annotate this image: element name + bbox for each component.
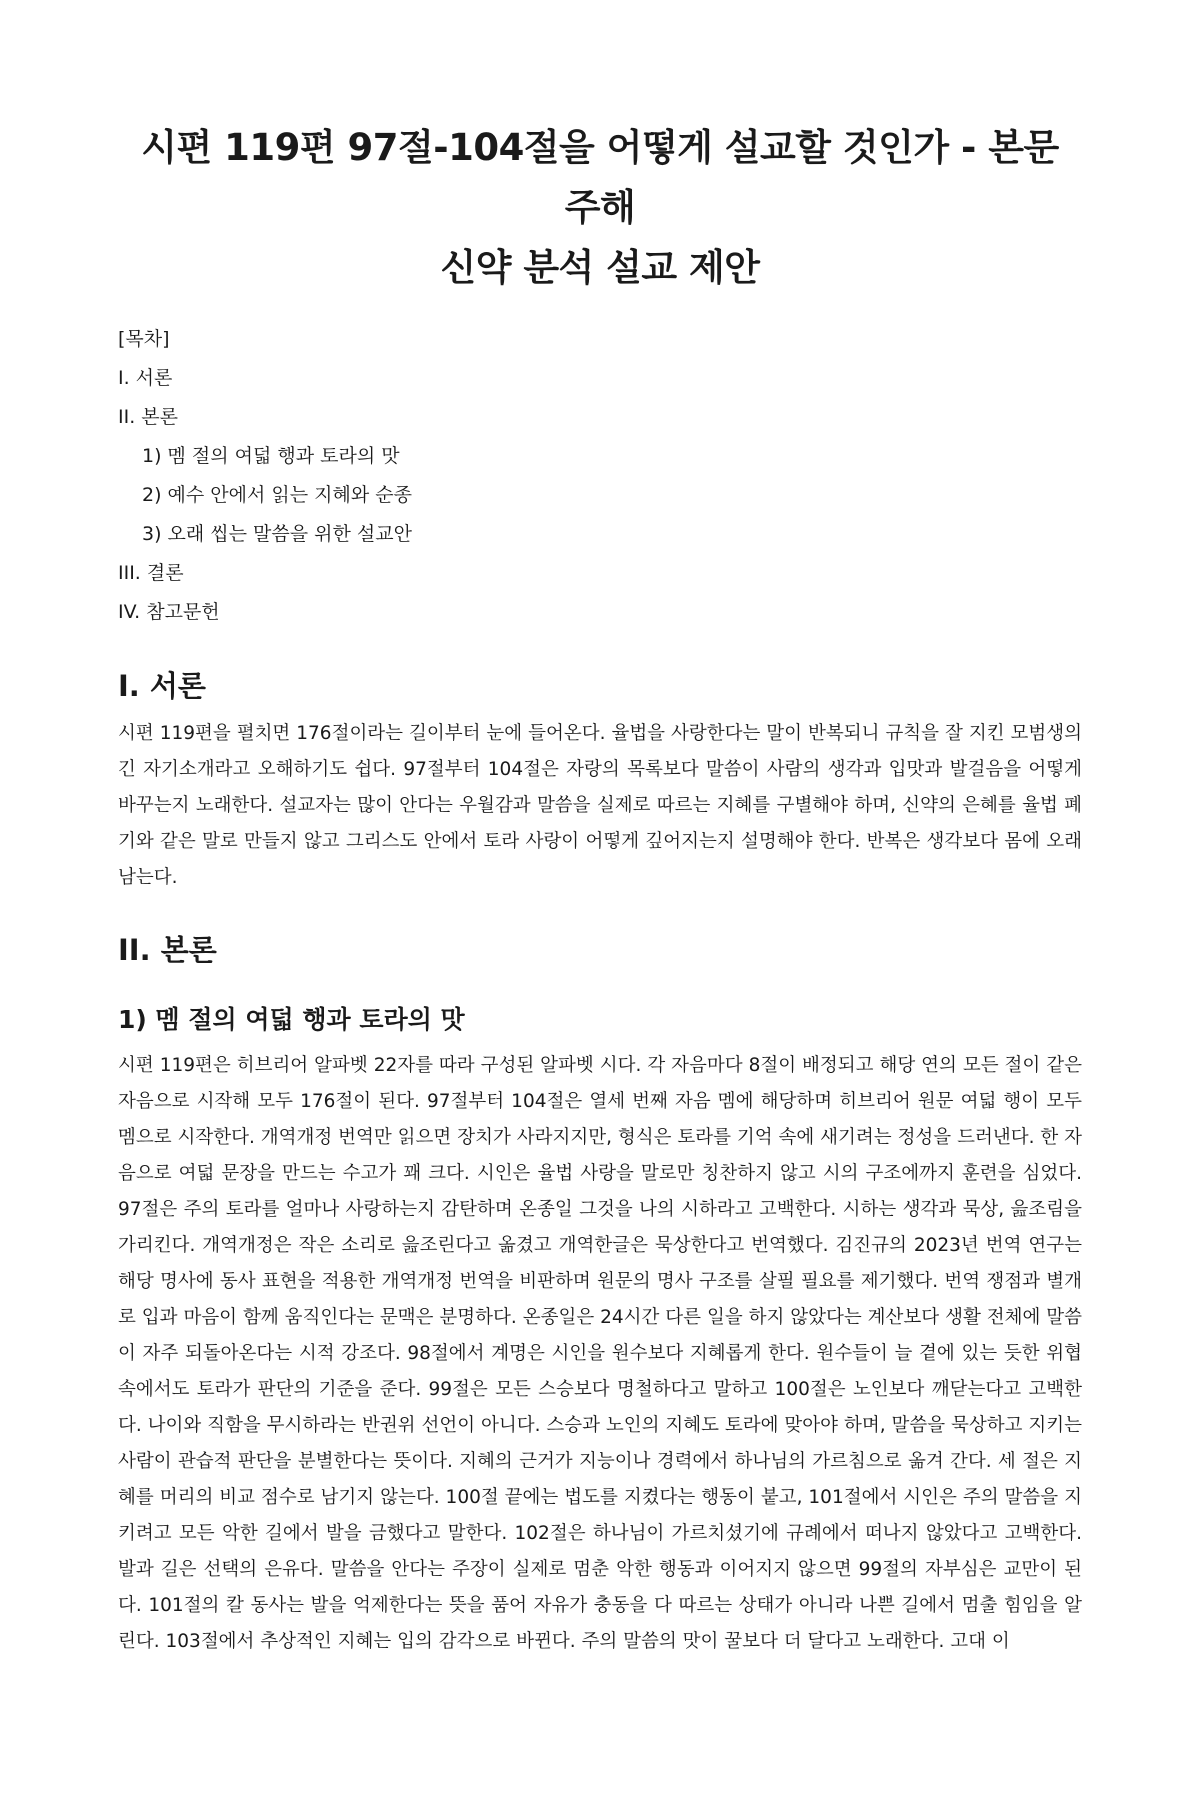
subsection-1-paragraph: 시편 119편은 히브리어 알파벳 22자를 따라 구성된 알파벳 시다. 각 자음마다 8절이 배정되고 해당 연의 모든 절이 같은 자음으로 시작해 모두 176절이 된다. 97절부터 104절은 열세 번째 자음 멤에 해당하며 히브리어 원문 여덟 행이 모두 멤으로 시작한다. 개역개정 번역만 읽으면 장치가 사라지지만, 형식은 토라를 기억 속에 새기려는 정성을 드러낸다. 한 자음으로 여덟 문장을 만드는 수고가 꽤 크다. 시인은 율법 사랑을 말로만 칭찬하지 않고 시의 구조에까지 훈련을 심었다. 97절은 주의 토라를 얼마나 사랑하는지 감탄하며 온종일 그것을 나의 시하라고 고백한다. 시하는 생각과 묵상, 읊조림을 가리킨다. 개역개정은 작은 소리로 읊조린다고 옮겼고 개역한글은 묵상한다고 번역했다. 김진규의 2023년 번역 연구는 해당 명사에 동사 표현을 적용한 개역개정 번역을 비판하며 원문의 명사 구조를 살필 필요를 제기했다. 번역 쟁점과 별개로 입과 마음이 함께 움직인다는 문맥은 분명하다. 온종일은 24시간 다른 일을 하지 않았다는 계산보다 생활 전체에 말씀이 자주 되돌아온다는 시적 강조다. 98절에서 계명은 시인을 원수보다 지혜롭게 한다. 원수들이 늘 곁에 있는 듯한 위협 속에서도 토라가 판단의 기준을 준다. 99절은 모든 스승보다 명철하다고 말하고 100절은 노인보다 깨닫는다고 고백한다. 나이와 직함을 무시하라는 반권위 선언이 아니다. 스승과 노인의 지혜도 토라에 맞아야 하며, 말씀을 묵상하고 지키는 사람이 관습적 판단을 분별한다는 뜻이다. 지혜의 근거가 지능이나 경력에서 하나님의 가르침으로 옮겨 간다. 세 절은 지혜를 머리의 비교 점수로 남기지 않는다. 100절 끝에는 법도를 지켰다는 행동이 붙고, 101절에서 시인은 주의 말씀을 지키려고 모든 악한 길에서 발을 금했다고 말한다. 102절은 하나님이 가르치셨기에 규례에서 떠나지 않았다고 고백한다. 발과 길은 선택의 은유다. 말씀을 안다는 주장이 실제로 멈춘 악한 행동과 이어지지 않으면 99절의 자부심은 교만이 된다. 101절의 칼 동사는 발을 억제한다는 뜻을 품어 자유가 충동을 다 따르는 상태가 아니라 나쁜 길에서 멈출 힘임을 알린다. 103절에서 추상적인 지혜는 입의 감각으로 바뀐다. 주의 말씀의 맛이 꿀보다 더 달다고 노래한다. 고대 이	[118, 1055, 1082, 1652]
toc-item-sub-3: 3) 오래 씹는 말씀을 위한 설교안	[142, 523, 412, 545]
section-heading-body: II. 본론	[118, 933, 217, 967]
toc-item-sub-2: 2) 예수 안에서 읽는 지혜와 순종	[142, 484, 412, 506]
document-title	[118, 118, 1082, 298]
section-heading-intro: I. 서론	[118, 669, 206, 703]
document-title-line-1: 시편 119편 97절-104절을 어떻게 설교할 것인가 - 본문 주해	[141, 126, 1059, 229]
document-title-line-2: 신약 분석 설교 제안	[440, 246, 760, 289]
toc-item-references: IV. 참고문헌	[118, 601, 220, 623]
toc-item-conclusion: III. 결론	[118, 562, 184, 584]
toc-item-sub-1: 1) 멤 절의 여덟 행과 토라의 맛	[142, 445, 400, 467]
toc-item-intro: I. 서론	[118, 367, 173, 389]
subsection-heading-1: 1) 멤 절의 여덟 행과 토라의 맛	[118, 1005, 465, 1034]
table-of-contents	[118, 320, 1082, 632]
document-page	[0, 118, 1200, 1660]
toc-item-body: II. 본론	[118, 406, 178, 428]
intro-paragraph: 시편 119편을 펼치면 176절이라는 길이부터 눈에 들어온다. 율법을 사랑한다는 말이 반복되니 규칙을 잘 지킨 모범생의 긴 자기소개라고 오해하기도 쉽다. 97절부터 104절은 자랑의 목록보다 말씀이 사람의 생각과 입맛과 발걸음을 어떻게 바꾸는지 노래한다. 설교자는 많이 안다는 우월감과 말씀을 실제로 따르는 지혜를 구별해야 하며, 신약의 은혜를 율법 폐기와 같은 말로 만들지 않고 그리스도 안에서 토라 사랑이 어떻게 깊어지는지 설명해야 한다. 반복은 생각보다 몸에 오래 남는다.	[118, 723, 1082, 888]
toc-heading: [목차]	[118, 328, 170, 350]
